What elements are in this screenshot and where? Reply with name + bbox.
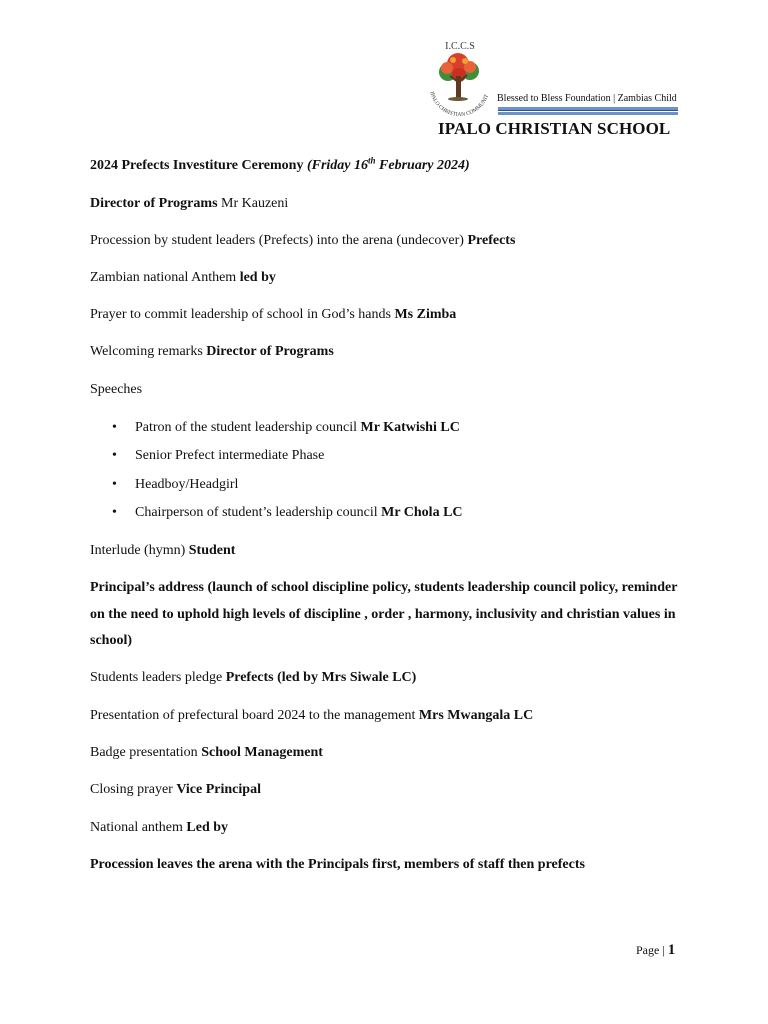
school-logo (420, 38, 498, 118)
speech-item: Chairperson of student’s leadership council Mr Chola LC (135, 505, 463, 520)
welcome-line: Welcoming remarks Director of Programs (90, 344, 334, 359)
pledge-line: Students leaders pledge Prefects (led by Mrs Siwale LC) (90, 670, 417, 685)
badge-line: Badge presentation School Management (90, 745, 323, 760)
principal-address: Principal’s address (launch of school discipline policy, students leadership council policy, reminder on the need to uphold high levels of discipline , order , harmony, inclusivity and christian values in school) (90, 580, 678, 648)
header-rule-bottom (498, 112, 678, 115)
interlude-line: Interlude (hymn) Student (90, 543, 236, 558)
foundation-tagline: Blessed to Bless Foundation | Zambias Child (497, 93, 677, 104)
ceremony-title: 2024 Prefects Investiture Ceremony (90, 158, 304, 173)
bullet-icon: • (112, 505, 117, 520)
procession-line: Procession by student leaders (Prefects) into the arena (undecover) Prefects (90, 233, 516, 248)
anthem-line: Zambian national Anthem led by (90, 270, 276, 285)
ceremony-date: (Friday 16th February 2024) (306, 155, 470, 173)
speech-item: Senior Prefect intermediate Phase (135, 448, 325, 463)
speech-item: Headboy/Headgirl (135, 477, 239, 492)
speeches-heading: Speeches (90, 382, 143, 397)
logo-ring-text: IPALO CHRISTIAN COMMUNIT (428, 90, 491, 118)
speech-item: Patron of the student leadership council Mr Katwishi LC (135, 420, 460, 435)
page-footer: Page | 1 (636, 942, 676, 958)
director-line: Director of Programs Mr Kauzeni (90, 196, 289, 211)
logo-text: I.C.C.S (445, 41, 475, 52)
presentation-line: Presentation of prefectural board 2024 to the management Mrs Mwangala LC (90, 708, 534, 723)
closing-procession-line: Procession leaves the arena with the Principals first, members of staff then prefects (90, 857, 585, 872)
ceremony-title-line (90, 157, 470, 175)
bullet-icon: • (112, 477, 117, 492)
bullet-icon: • (112, 420, 117, 435)
closing-prayer-line: Closing prayer Vice Principal (90, 782, 261, 797)
page-number: 1 (667, 942, 676, 958)
school-name: IPALO CHRISTIAN SCHOOL (438, 119, 671, 138)
national-anthem-line: National anthem Led by (90, 820, 229, 835)
prayer-line: Prayer to commit leadership of school in God’s hands Ms Zimba (90, 307, 457, 322)
header-rule-mid (498, 110, 678, 111)
bullet-icon: • (112, 448, 117, 463)
